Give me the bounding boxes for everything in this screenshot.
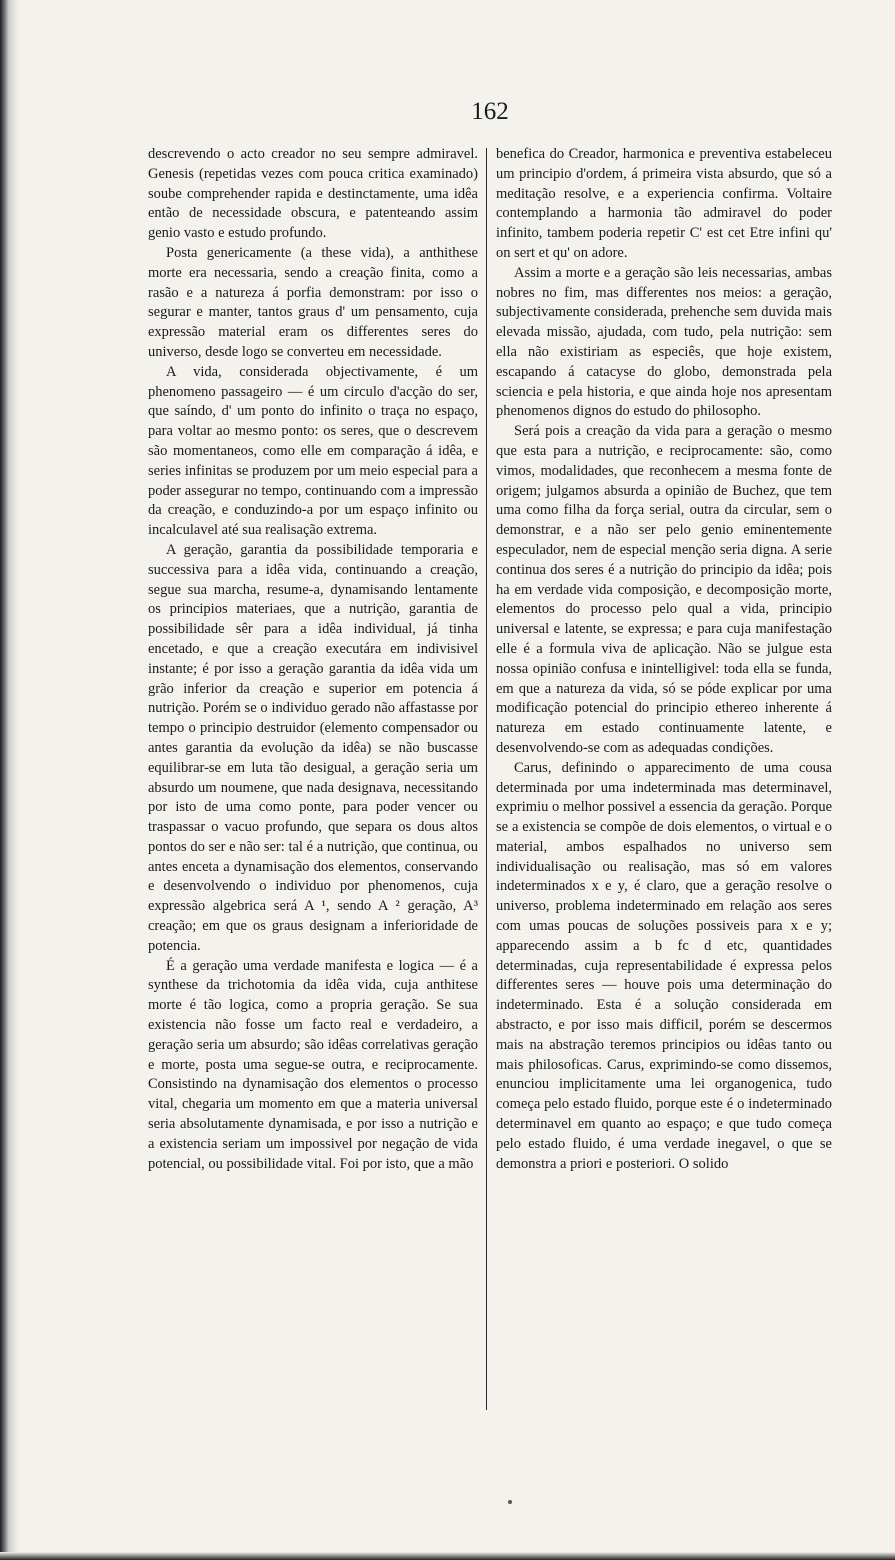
page-number: 162 — [471, 98, 509, 125]
paragraph: Será pois a creação da vida para a geração o mesmo que esta para a nutrição, e reciprocamente: são, como vimos, modalidades, que reconhecem a mesma fonte de origem; julgamos absurda a opinião de Buchez, que tem uma como filha da força serial, outra da circular, sem o demonstrar, e a não ser pelo genio eminentemente especulador, nem de especial menção seria digna. A serie continua dos seres é a nutrição do principio da idêa; pois ha em verdade vida composição, e decomposição morte, elementos do processo pelo qual a vida, principio universal e latente, se expressa; e para cuja manifestação elle é a formula viva de aplicação. Não se julgue esta nossa opinião confusa e inintelligivel: toda ella se funda, em que a natureza da vida, só se póde explicar por uma modificação potencial do principio ethereo inherente á natureza em estado continuamente latente, e desenvolvendo-se com as adequadas condições. — [496, 423, 832, 756]
column-divider — [486, 148, 487, 1410]
paragraph: Carus, definindo o apparecimento de uma cousa determinada por uma indeterminada mas determinavel, exprimiu o melhor possivel a essencia da geração. Porque se a existencia se compõe de dois elementos, o virtual e o material, ambos espalhados no universo sem individualisação ou realisação, mas só em valores indeterminados x e y, é claro, que a geração resolve o universo, problema indeterminado em relação aos seres com umas poucas de soluções possiveis para x e y; apparecendo assim a b fc d etc, quantidades determinadas, cuja representabilidade é expressa pelos differentes seres — houve pois uma determinação do indeterminado. Esta é a solução considerada em abstracto, e por isso mais difficil, porém se descermos mais na abstração teremos principios ou idêas tanto ou mais philosoficas. Carus, exprimindo-se como dissemos, enunciou implicitamente uma lei organogenica, tudo começa pelo estado fluido, porque este é o indeterminado determinavel em quanto ao espaço; e que tudo começa pelo estado fluido, é uma verdade inegavel, o que se demonstra a priori e posteriori. O solido — [496, 759, 832, 1172]
paragraph: Assim a morte e a geração são leis necessarias, ambas nobres no fim, mas differentes nos meios: a geração, subjectivamente considerada, prehenche sem duvida mais elevada missão, ajudada, com tudo, pela nutrição: sem ella não existiriam as especiês, que hoje existem, escapando á catacyse do globo, demonstrada pela sciencia e pela historia, e que ainda hoje nos apresentam phenomenos dignos do estudo do philosopho. — [496, 264, 832, 420]
right-column — [496, 145, 832, 1174]
left-column — [148, 145, 478, 1174]
paragraph: Posta genericamente (a these vida), a anthithese morte era necessaria, sendo a creação finita, como a rasão e a natureza á porfia demonstram: por isso o segurar e manter, tantos graus d' um pensamento, cuja expressão material eram os differentes seres do universo, desde logo se converteu em necessidade. — [148, 244, 478, 360]
binding-edge — [0, 0, 20, 1560]
paragraph: descrevendo o acto creador no seu sempre admiravel. Genesis (repetidas vezes com pouca critica examinado) soube comprehender rapida e destinctamente, uma idêa então de necessidade obscura, e patenteando assim genio vasto e estudo profundo. — [148, 146, 478, 242]
paragraph: A geração, garantia da possibilidade temporaria e successiva para a idêa vida, continuando a creação, segue sua marcha, resume-a, dynamisando lentamente os principios materiaes, que a nutrição, garantia de possibilidade sêr para a idêa individual, já tinha encetado, e que a creação executára em indivisivel instante; é por isso a geração garantia da idêa vida um grão inferior da creação e superior em potencia á nutrição. Porém se o individuo gerado não affastasse por tempo o principio destruidor (elemento compensador ou antes garantia da evolução da idêa) se não buscasse equilibrar-se em luta tão desigual, a geração seria um absurdo um noumene, que nada designava, necessitando por isto de uma como ponte, para poder vencer ou traspassar o vacuo profundo, que separa os dous altos pontos do ser e não ser: tal é a nutrição, que continua, ou antes enceta a dynamisação dos elementos, conservando e desenvolvendo o individuo por phenomenos, cuja expressão algebrica será A ¹, sendo A ² geração, A³ creação; em que os graus designam a inferioridade de potencia. — [148, 541, 478, 954]
paragraph: benefica do Creador, harmonica e preventiva estabeleceu um principio d'ordem, á primeira vista absurdo, que só a meditação resolve, e a experiencia confirma. Voltaire contemplando a harmonia tão admiravel do poder infinito, tambem poderia repetir C' est cet Etre infini qu' on sert et qu' on adore. — [496, 146, 832, 261]
ink-speck — [508, 1500, 512, 1504]
paragraph: A vida, considerada objectivamente, é um phenomeno passageiro — é um circulo d'acção do ser, que saíndo, d' um ponto do infinito o traça no espaço, para voltar ao mesmo ponto: os seres, que o descrevem são momentaneos, como elle em comparação á idêa, e series infinitas se produzem por um meio especial para a poder assegurar no tempo, continuando com a impressão da creação, e conduzindo-a por um espaço infinito ou incalculavel até sua realisação extrema. — [148, 363, 478, 539]
paragraph: É a geração uma verdade manifesta e logica — é a synthese da trichotomia da idêa vida, cuja anthitese morte é tão logica, como a propria geração. Se sua existencia não fosse um facto real e verdadeiro, a geração seria um absurdo; são idêas correlativas geração e morte, posta uma segue-se outra, e reciprocamente. Consistindo na dynamisação dos elementos o processo vital, chegaria um momento em que a materia universal seria absolutamente dynamisada, e por isso a nutrição e a existencia seriam um impossivel por negação de vida potencial, ou possibilidade vital. Foi por isto, que a mão — [148, 957, 478, 1172]
page-bottom-edge — [0, 1552, 895, 1560]
